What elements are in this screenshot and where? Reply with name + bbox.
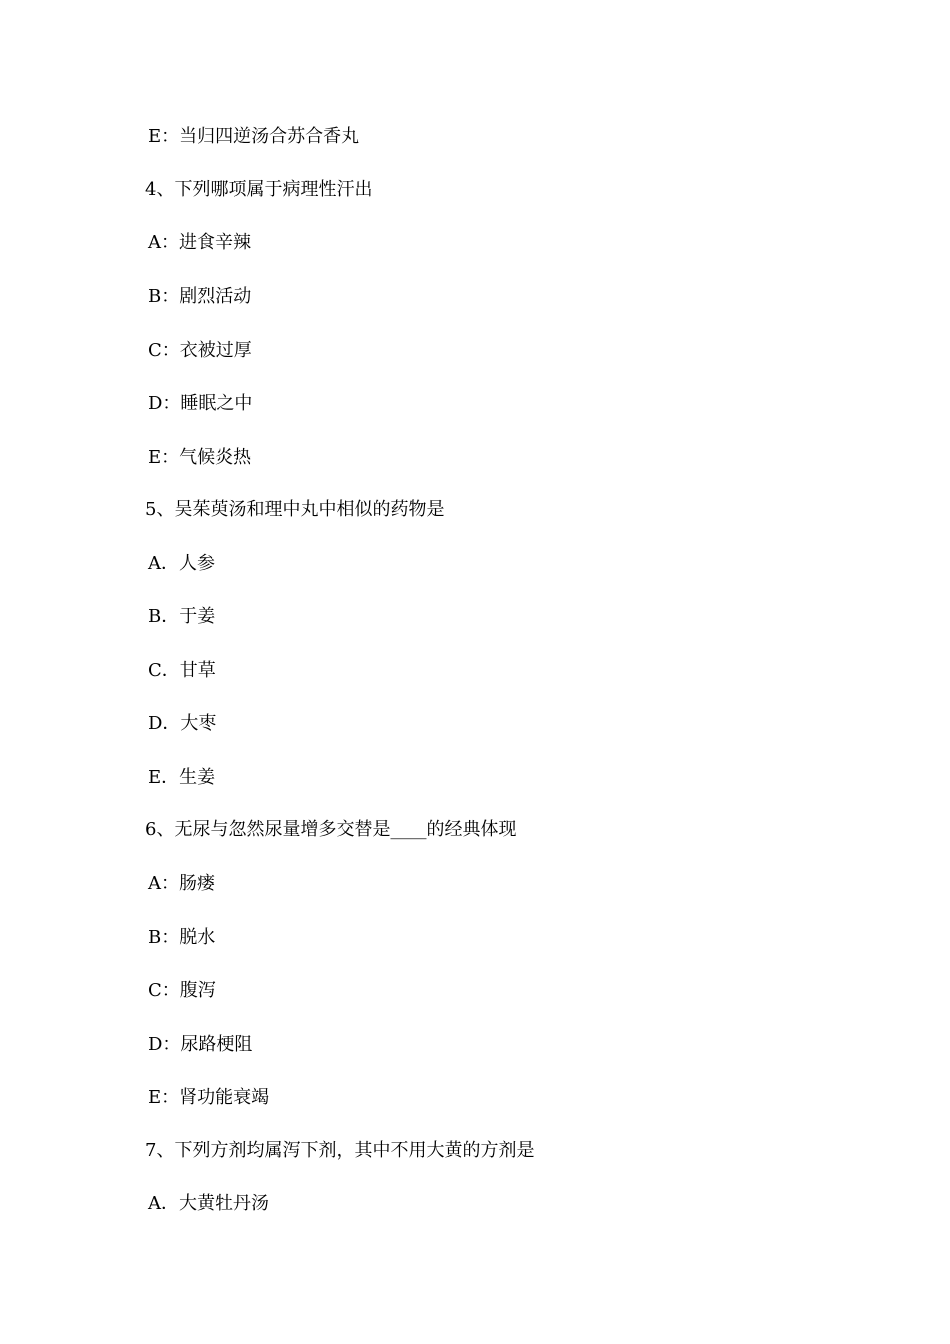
option-line: E：气候炎热 xyxy=(148,447,252,468)
option-line: D：睡眠之中 xyxy=(148,393,253,414)
option-line: C：腹泻 xyxy=(148,980,216,1001)
option-line: C：衣被过厚 xyxy=(148,340,252,361)
option-line: A：进食辛辣 xyxy=(148,232,251,253)
question-line: 5、吴茱萸汤和理中丸中相似的药物是 xyxy=(145,499,445,520)
option-line: E．生姜 xyxy=(148,767,216,788)
option-line: D：尿路梗阻 xyxy=(148,1034,253,1055)
option-line: E：当归四逆汤合苏合香丸 xyxy=(148,126,360,147)
question-line: 6、无尿与忽然尿量增多交替是____的经典体现 xyxy=(145,819,517,840)
option-line: E：肾功能衰竭 xyxy=(148,1087,270,1108)
option-line: B：脱水 xyxy=(148,927,216,948)
option-line: D．大枣 xyxy=(148,713,217,734)
option-line: B：剧烈活动 xyxy=(148,286,252,307)
option-line: A．大黄牡丹汤 xyxy=(148,1193,269,1214)
question-line: 7、下列方剂均属泻下剂，其中不用大黄的方剂是 xyxy=(145,1140,535,1161)
option-line: B．于姜 xyxy=(148,606,216,627)
option-line: A．人参 xyxy=(148,553,215,574)
question-line: 4、下列哪项属于病理性汗出 xyxy=(145,179,373,200)
option-line: C．甘草 xyxy=(148,660,216,681)
option-line: A：肠瘘 xyxy=(148,873,215,894)
